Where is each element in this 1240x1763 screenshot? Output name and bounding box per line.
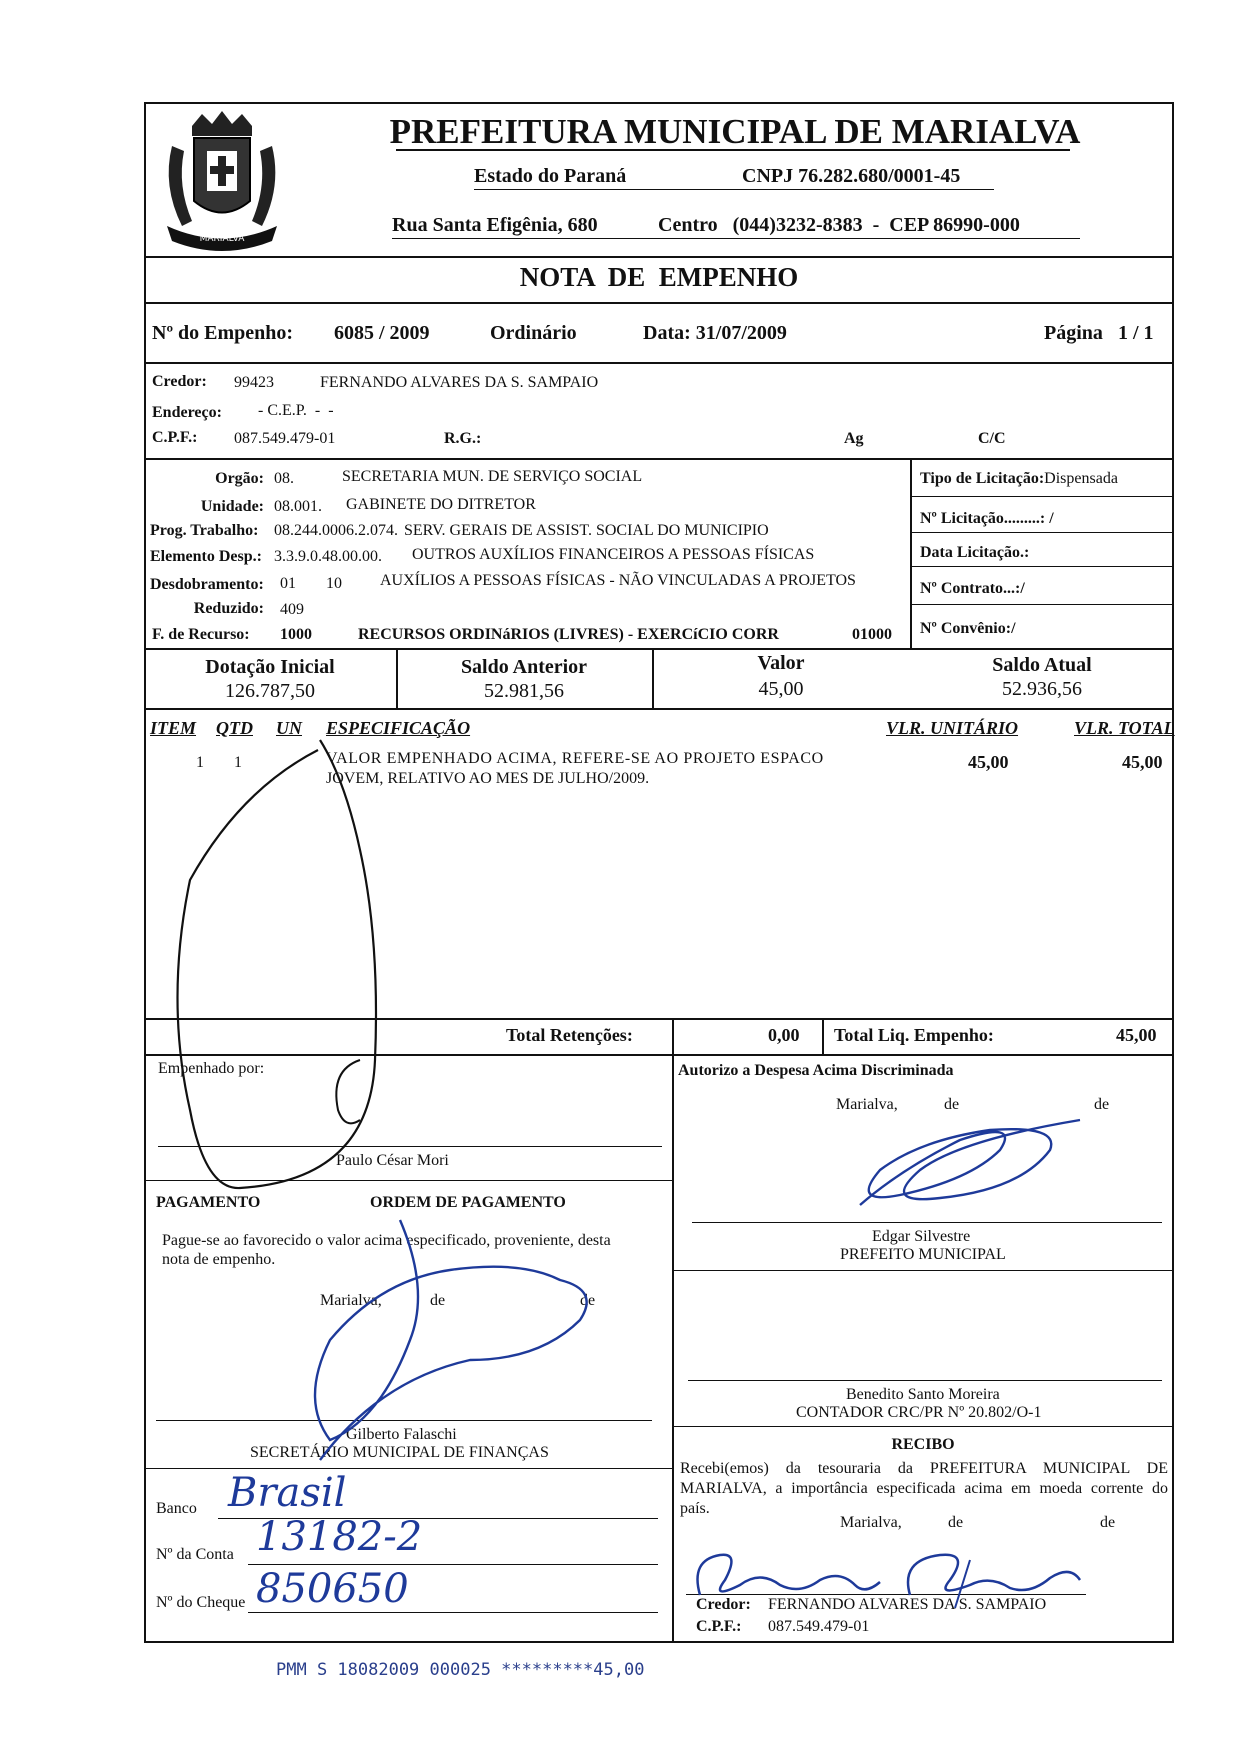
orgao-label: Orgão: — [215, 470, 264, 487]
pagamento-de1: de — [430, 1292, 446, 1309]
cnpj-label: CNPJ 76.282.680/0001-45 — [742, 165, 961, 187]
desdobramento-name: AUXÍLIOS A PESSOAS FÍSICAS - NÃO VINCULADAS A PROJETOS — [380, 572, 856, 589]
reduzido-value: 409 — [280, 601, 304, 618]
retencoes-label: Total Retenções: — [506, 1025, 633, 1045]
banco-handwritten: Brasil — [228, 1470, 347, 1516]
svg-text:MARIALVA: MARIALVA — [199, 234, 245, 244]
row-item: 1 — [196, 754, 204, 771]
prog-name: SERV. GERAIS DE ASSIST. SOCIAL DO MUNICIPIO — [404, 522, 769, 539]
credor-code: 99423 — [234, 374, 274, 391]
prefeito-role: PREFEITO MUNICIPAL — [840, 1246, 1006, 1263]
agency-label: Ag — [844, 430, 864, 447]
licitacao-data: Data Licitação.: — [920, 544, 1030, 561]
convenio-numero: Nº Convênio:/ — [920, 620, 1016, 637]
cheque-handwritten: 850650 — [256, 1566, 409, 1612]
col-un: UN — [276, 718, 302, 738]
conta-label: Nº da Conta — [156, 1546, 234, 1563]
street-label: Rua Santa Efigênia, 680 — [392, 214, 598, 236]
autorizo-de1: de — [944, 1096, 960, 1113]
total-liq-value: 45,00 — [1116, 1025, 1157, 1045]
fonte-label: F. de Recurso: — [152, 626, 250, 643]
desdobramento-code1: 01 — [280, 575, 296, 592]
col-especificacao: ESPECIFICAÇÃO — [326, 718, 471, 738]
row-qtd: 1 — [234, 754, 242, 771]
saldo-atual-label: Saldo Atual — [992, 654, 1092, 676]
fonte-code2: 01000 — [852, 626, 892, 643]
pagamento-de2: de — [580, 1292, 596, 1309]
municipality-title: PREFEITURA MUNICIPAL DE MARIALVA — [389, 112, 1081, 151]
reduzido-label: Reduzido: — [193, 600, 264, 617]
saldo-anterior-value: 52.981,56 — [484, 680, 564, 702]
recibo-text2: MARIALVA, a importância especificada acima em moeda corrente do — [680, 1480, 1168, 1497]
recibo-cpf-label: C.P.F.: — [696, 1618, 742, 1635]
contador-name: Benedito Santo Moreira — [846, 1386, 1000, 1403]
autorizo-de2: de — [1094, 1096, 1110, 1113]
recibo-credor-name: FERNANDO ALVARES DA S. SAMPAIO — [768, 1596, 1047, 1613]
recibo-de1: de — [948, 1514, 964, 1531]
unidade-label: Unidade: — [200, 498, 264, 515]
recibo-city: Marialva, — [840, 1514, 902, 1531]
empenho-date: Data: 31/07/2009 — [643, 322, 787, 344]
coat-of-arms-icon — [152, 106, 292, 256]
valor-label: Valor — [757, 652, 805, 674]
elemento-name: OUTROS AUXÍLIOS FINANCEIROS A PESSOAS FÍSICAS — [412, 546, 815, 563]
recibo-title: RECIBO — [891, 1436, 955, 1453]
recibo-text1: Recebi(emos) da tesouraria da PREFEITURA MUNICIPAL DE — [680, 1460, 1168, 1477]
payment-stamp: PMM S 18082009 000025 *********45,00 — [276, 1660, 645, 1680]
licitacao-numero: Nº Licitação.........: / — [920, 510, 1054, 527]
saldo-atual-value: 52.936,56 — [1002, 678, 1082, 700]
banco-label: Banco — [156, 1500, 197, 1517]
empenho-label: Nº do Empenho: — [152, 322, 294, 344]
endereco-label: Endereço: — [152, 404, 222, 421]
contrato-numero: Nº Contrato...:/ — [920, 580, 1025, 597]
conta-handwritten: 13182-2 — [256, 1514, 423, 1560]
licitacao-tipo: Tipo de Licitação:Dispensada — [920, 470, 1118, 487]
empenhado-label: Empenhado por: — [158, 1060, 265, 1077]
saldo-anterior-label: Saldo Anterior — [460, 656, 588, 678]
dotacao-label: Dotação Inicial — [205, 656, 335, 678]
elemento-code: 3.3.9.0.48.00.00. — [274, 548, 382, 565]
prog-code: 08.244.0006.2.074. — [274, 522, 398, 539]
pagamento-text1: Pague-se ao favorecido o valor acima especificado, proveniente, desta — [162, 1232, 611, 1249]
row-spec-line1: VALOR EMPENHADO ACIMA, REFERE-SE AO PROJETO ESPACO — [326, 750, 824, 767]
desdobramento-code2: 10 — [326, 575, 342, 592]
page-label: Página — [1044, 322, 1103, 344]
secretario-role: SECRETÁRIO MUNICIPAL DE FINANÇAS — [250, 1444, 549, 1461]
account-label: C/C — [978, 430, 1006, 447]
secretario-name: Gilberto Falaschi — [346, 1426, 457, 1443]
page-number: 1 / 1 — [1118, 322, 1154, 344]
fonte-name: RECURSOS ORDINáRIOS (LIVRES) - EXERCíCIO CORR — [358, 626, 779, 643]
orgao-name: SECRETARIA MUN. DE SERVIÇO SOCIAL — [342, 468, 643, 485]
prog-label: Prog. Trabalho: — [150, 522, 259, 539]
total-liq-label: Total Liq. Empenho: — [834, 1025, 994, 1045]
creditor-signature — [680, 1540, 1100, 1610]
unidade-code: 08.001. — [274, 498, 322, 515]
col-vlr-total: VLR. TOTAL — [1074, 718, 1175, 738]
pagamento-text2: nota de empenho. — [162, 1251, 276, 1268]
ordem-pagamento-label: ORDEM DE PAGAMENTO — [370, 1194, 566, 1211]
recibo-cpf-value: 087.549.479-01 — [768, 1618, 870, 1635]
state-label: Estado do Paraná — [474, 165, 627, 187]
row-unit-value: 45,00 — [968, 752, 1009, 772]
recibo-de2: de — [1100, 1514, 1116, 1531]
elemento-label: Elemento Desp.: — [150, 548, 262, 565]
document-title: NOTA DE EMPENHO — [519, 262, 799, 292]
cpf-label: C.P.F.: — [152, 429, 198, 446]
col-qtd: QTD — [216, 718, 253, 738]
credor-name: FERNANDO ALVARES DA S. SAMPAIO — [320, 374, 599, 391]
valor-value: 45,00 — [758, 678, 804, 700]
recibo-credor-label: Credor: — [696, 1596, 751, 1613]
cheque-label: Nº do Cheque — [156, 1594, 246, 1611]
prefeito-name: Edgar Silvestre — [872, 1228, 971, 1245]
autorizo-label: Autorizo a Despesa Acima Discriminada — [678, 1062, 954, 1079]
retencoes-value: 0,00 — [768, 1025, 800, 1045]
col-vlr-unitario: VLR. UNITÁRIO — [886, 718, 1019, 738]
rg-label: R.G.: — [444, 430, 482, 447]
unidade-name: GABINETE DO DITRETOR — [346, 496, 536, 513]
address-label: Centro (044)3232-8383 - CEP 86990-000 — [658, 214, 1020, 236]
empenho-type: Ordinário — [490, 322, 577, 344]
cpf-value: 087.549.479-01 — [234, 430, 336, 447]
autorizo-city: Marialva, — [836, 1096, 898, 1113]
endereco-value: - C.E.P. - - — [258, 402, 334, 419]
orgao-code: 08. — [274, 470, 294, 487]
pagamento-city: Marialva, — [320, 1292, 382, 1309]
empenho-number: 6085 / 2009 — [334, 322, 430, 344]
dotacao-value: 126.787,50 — [225, 680, 315, 702]
contador-role: CONTADOR CRC/PR Nº 20.802/O-1 — [796, 1404, 1042, 1421]
recibo-text3: país. — [680, 1500, 710, 1517]
empenhado-name: Paulo César Mori — [336, 1152, 449, 1169]
row-spec-line2: JOVEM, RELATIVO AO MES DE JULHO/2009. — [326, 770, 650, 787]
row-total-value: 45,00 — [1122, 752, 1163, 772]
col-item: ITEM — [150, 718, 197, 738]
fonte-code: 1000 — [280, 626, 312, 643]
credor-label: Credor: — [152, 373, 207, 390]
pagamento-label: PAGAMENTO — [156, 1194, 261, 1211]
desdobramento-label: Desdobramento: — [150, 576, 264, 593]
